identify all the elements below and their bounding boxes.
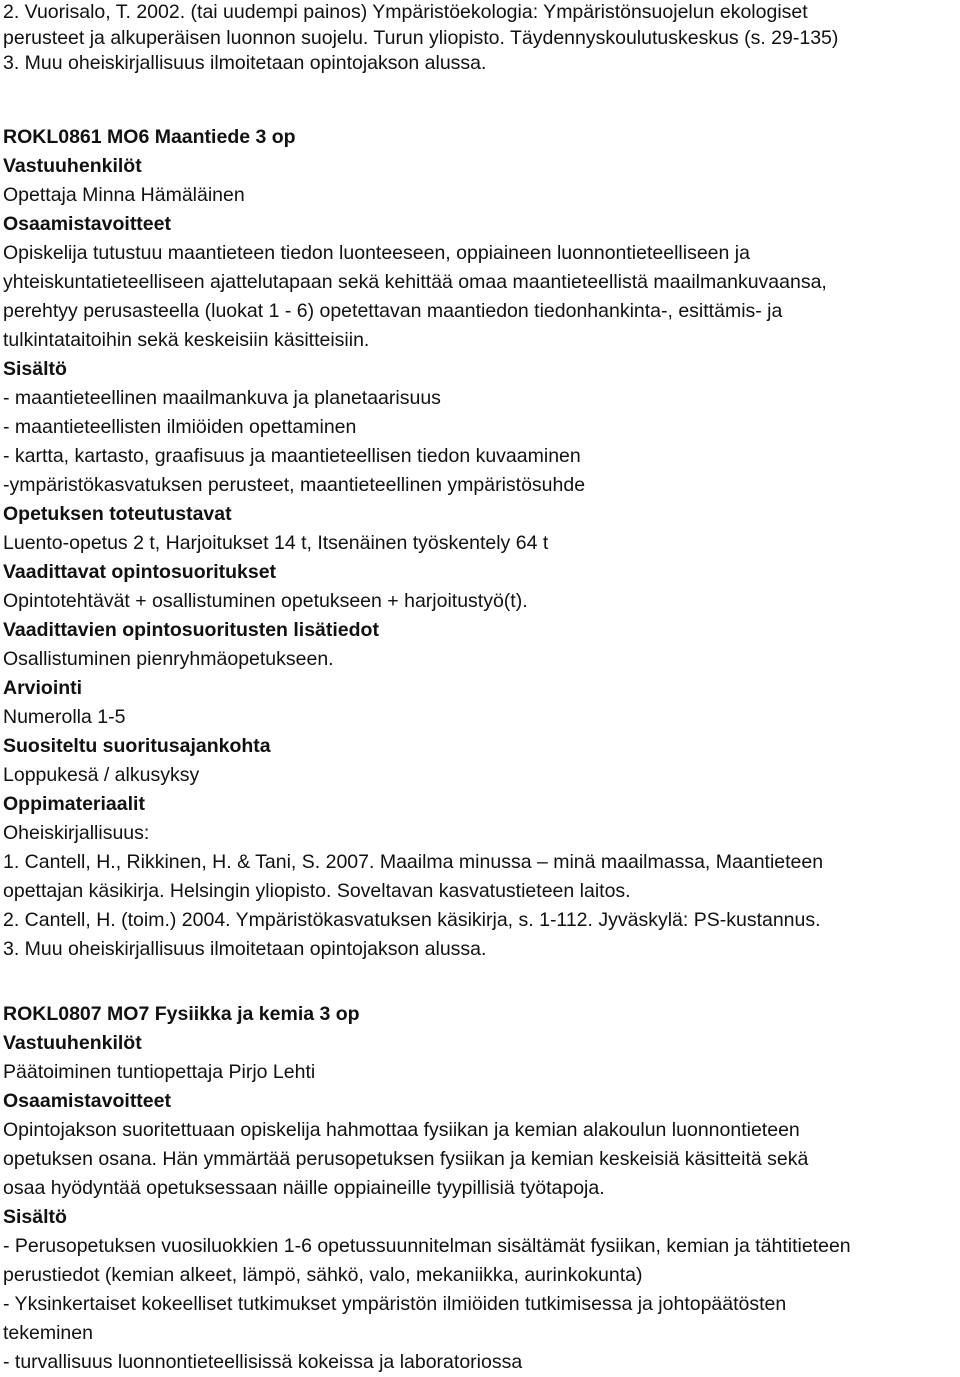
responsible-heading: Vastuuhenkilöt (3, 1031, 142, 1054)
reference-item-2-line-1: 2. Vuorisalo, T. 2002. (tai uudempi painos) Ympäristöekologia: Ympäristönsuojelun ekologiset (3, 1, 808, 23)
outcomes-line: osaa hyödyntää opetuksessaan näille oppiaineille tyypillisiä työtapoja. (3, 1176, 605, 1199)
responsible-text: Opettaja Minna Hämäläinen (3, 183, 245, 206)
content-item: - Yksinkertaiset kokeelliset tutkimukset ympäristön ilmiöiden tutkimisessa ja johtopäätösten (3, 1292, 787, 1315)
content-heading: Sisältö (3, 1205, 67, 1228)
course-section-rokl0807 (3, 1000, 959, 1377)
methods-text: Luento-opetus 2 t, Harjoitukset 14 t, Itsenäinen työskentely 64 t (3, 531, 549, 554)
outcomes-line: Opiskelija tutustuu maantieteen tiedon luonteeseen, oppiaineen luonnontieteelliseen ja (3, 241, 750, 264)
requirements-info-heading: Vaadittavien opintosuoritusten lisätiedot (3, 618, 379, 641)
grading-text: Numerolla 1-5 (3, 705, 126, 728)
timing-heading: Suositeltu suoritusajankohta (3, 734, 271, 757)
materials-line: 3. Muu oheiskirjallisuus ilmoitetaan opintojakson alussa. (3, 937, 487, 960)
timing-text: Loppukesä / alkusyksy (3, 763, 200, 786)
outcomes-line: opetuksen osana. Hän ymmärtää perusopetuksen fysiikan ja kemian keskeisiä käsitteitä sekä (3, 1147, 809, 1170)
responsible-heading: Vastuuhenkilöt (3, 154, 142, 177)
methods-heading: Opetuksen toteutustavat (3, 502, 232, 525)
content-item: - turvallisuus luonnontieteellisissä kokeissa ja laboratoriossa (3, 1350, 523, 1373)
content-item: - maantieteellinen maailmankuva ja planetaarisuus (3, 386, 441, 409)
course-title: ROKL0807 MO7 Fysiikka ja kemia 3 op (3, 1002, 360, 1025)
content-item: - Perusopetuksen vuosiluokkien 1-6 opetussuunnitelman sisältämät fysiikan, kemian ja tähtitieteen (3, 1234, 851, 1257)
responsible-text: Päätoiminen tuntiopettaja Pirjo Lehti (3, 1060, 316, 1083)
grading-heading: Arviointi (3, 676, 83, 699)
content-item: -ympäristökasvatuksen perusteet, maantieteellinen ympäristösuhde (3, 473, 586, 496)
requirements-text: Opintotehtävät + osallistuminen opetukseen + harjoitustyö(t). (3, 589, 528, 612)
course-title: ROKL0861 MO6 Maantiede 3 op (3, 125, 296, 148)
outcomes-line: perehtyy perusasteella (luokat 1 - 6) opetettavan maantiedon tiedonhankinta-, esittämis- ja (3, 299, 783, 322)
requirements-info-text: Osallistuminen pienryhmäopetukseen. (3, 647, 334, 670)
outcomes-line: yhteiskuntatieteelliseen ajattelutapaan sekä kehittää omaa maantieteellistä maailmankuvaansa, (3, 270, 827, 293)
requirements-heading: Vaadittavat opintosuoritukset (3, 560, 277, 583)
materials-line: Oheiskirjallisuus: (3, 821, 150, 844)
materials-line: 2. Cantell, H. (toim.) 2004. Ympäristökasvatuksen käsikirja, s. 1-112. Jyväskylä: PS-kustannus. (3, 908, 821, 931)
content-item: tekeminen (3, 1321, 93, 1344)
reference-item-2-line-2: perusteet ja alkuperäisen luonnon suojelu. Turun yliopisto. Täydennyskoulutuskeskus (s. 29-135) (3, 26, 839, 49)
content-item: - maantieteellisten ilmiöiden opettaminen (3, 415, 357, 438)
materials-line: opettajan käsikirja. Helsingin yliopisto. Soveltavan kasvatustieteen laitos. (3, 879, 631, 902)
outcomes-heading: Osaamistavoitteet (3, 1089, 171, 1112)
content-heading: Sisältö (3, 357, 67, 380)
document-page (3, 0, 959, 1377)
content-item: - kartta, kartasto, graafisuus ja maantieteellisen tiedon kuvaaminen (3, 444, 581, 467)
reference-item-3: 3. Muu oheiskirjallisuus ilmoitetaan opintojakson alussa. (3, 52, 487, 74)
outcomes-line: Opintojakson suoritettuaan opiskelija hahmottaa fysiikan ja kemian alakoulun luonnontieteen (3, 1118, 800, 1141)
outcomes-heading: Osaamistavoitteet (3, 212, 171, 235)
materials-heading: Oppimateriaalit (3, 792, 145, 815)
content-item: perustiedot (kemian alkeet, lämpö, sähkö, valo, mekaniikka, aurinkokunta) (3, 1263, 643, 1286)
materials-line: 1. Cantell, H., Rikkinen, H. & Tani, S. 2007. Maailma minussa – minä maailmassa, Maantieteen (3, 850, 824, 873)
course-section-rokl0861 (3, 123, 959, 964)
outcomes-line: tulkintataitoihin sekä keskeisiin käsitteisiin. (3, 328, 370, 351)
